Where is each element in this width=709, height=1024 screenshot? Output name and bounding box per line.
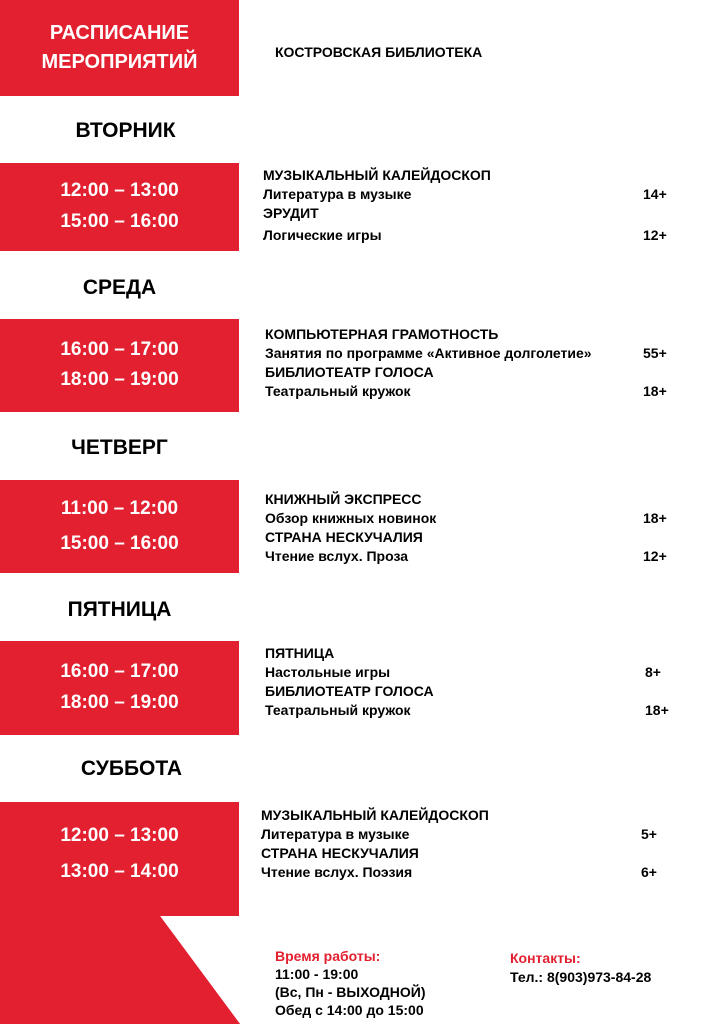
event-row: [263, 185, 667, 204]
contacts-label: Контакты:: [510, 950, 581, 966]
time-slot: 18:00 – 19:00: [60, 369, 179, 390]
events-saturday: [261, 806, 657, 882]
phone-number: Тел.: 8(903)973-84-28: [510, 969, 652, 985]
time-slot: 18:00 – 19:00: [60, 692, 179, 713]
age-rating: 14+: [643, 186, 667, 202]
contacts: [510, 949, 651, 987]
event-desc: Театральный кружок: [265, 383, 411, 399]
event-title: СТРАНА НЕСКУЧАЛИЯ: [265, 529, 423, 545]
event-row: [263, 226, 667, 245]
time-slot: 15:00 – 16:00: [60, 533, 179, 554]
day-heading-thursday: ЧЕТВЕРГ: [71, 436, 168, 459]
event-row: [265, 382, 667, 401]
event-desc: Логические игры: [263, 227, 382, 243]
events-wednesday: [265, 325, 667, 401]
time-slot: 12:00 – 13:00: [60, 180, 179, 201]
event-title: КНИЖНЫЙ ЭКСПРЕСС: [265, 491, 422, 507]
working-hours: [275, 947, 426, 1019]
age-rating: 6+: [641, 864, 657, 880]
time-slot: 15:00 – 16:00: [60, 211, 179, 232]
age-rating: 5+: [641, 826, 657, 842]
event-desc: Чтение вслух. Поэзия: [261, 864, 413, 880]
time-block-saturday: [0, 802, 239, 916]
event-title: МУЗЫКАЛЬНЫЙ КАЛЕЙДОСКОП: [261, 807, 489, 823]
event-desc: Литература в музыке: [263, 186, 412, 202]
event-title: БИБЛИОТЕАТР ГОЛОСА: [265, 683, 434, 699]
events-tuesday: [263, 166, 667, 245]
event-desc: Чтение вслух. Проза: [265, 548, 409, 564]
event-row: [265, 701, 669, 720]
footer-triangle-decoration: [0, 916, 240, 1024]
event-title: СТРАНА НЕСКУЧАЛИЯ: [261, 845, 419, 861]
time-slot: 12:00 – 13:00: [60, 825, 179, 846]
event-row: [265, 547, 667, 566]
time-block-tuesday: [0, 163, 239, 251]
event-desc: Театральный кружок: [265, 702, 411, 718]
time-slot: 13:00 – 14:00: [60, 861, 179, 882]
header-title-line1: РАСПИСАНИЕ: [49, 22, 190, 44]
age-rating: 18+: [645, 702, 669, 718]
event-row: [265, 509, 667, 528]
event-title: БИБЛИОТЕАТР ГОЛОСА: [265, 364, 434, 380]
time-slot: 16:00 – 17:00: [60, 661, 179, 682]
day-heading-tuesday: ВТОРНИК: [75, 119, 176, 142]
event-title: ПЯТНИЦА: [265, 645, 335, 661]
working-hours-time: 11:00 - 19:00: [275, 966, 359, 982]
events-thursday: [265, 490, 667, 566]
time-block-wednesday: [0, 319, 239, 412]
lunch-break: Обед с 14:00 до 15:00: [275, 1002, 424, 1018]
event-row: [261, 863, 657, 882]
age-rating: 12+: [643, 548, 667, 564]
event-desc: Настольные игры: [265, 664, 391, 680]
time-slot: 11:00 – 12:00: [60, 498, 179, 519]
time-block-friday: [0, 641, 239, 735]
library-name: КОСТРОВСКАЯ БИБЛИОТЕКА: [275, 44, 483, 60]
day-heading-wednesday: СРЕДА: [82, 276, 157, 299]
event-row: [265, 663, 661, 682]
event-title: МУЗЫКАЛЬНЫЙ КАЛЕЙДОСКОП: [263, 167, 491, 183]
header-title-line2: МЕРОПРИЯТИЙ: [41, 51, 198, 73]
time-slot: 16:00 – 17:00: [60, 339, 179, 360]
event-desc: Литература в музыке: [261, 826, 410, 842]
day-heading-saturday: СУББОТА: [80, 757, 183, 780]
event-row: [265, 344, 667, 363]
age-rating: 18+: [643, 510, 667, 526]
age-rating: 55+: [643, 345, 667, 361]
days-off: (Вс, Пн - ВЫХОДНОЙ): [275, 984, 426, 1000]
working-hours-label: Время работы:: [275, 948, 381, 964]
age-rating: 12+: [643, 227, 667, 243]
events-friday: [265, 644, 669, 720]
event-row: [261, 825, 657, 844]
header-banner: [0, 0, 239, 96]
day-heading-friday: ПЯТНИЦА: [67, 598, 172, 621]
event-title: КОМПЬЮТЕРНАЯ ГРАМОТНОСТЬ: [265, 326, 499, 342]
time-block-thursday: [0, 480, 239, 573]
event-desc: Обзор книжных новинок: [265, 510, 437, 526]
age-rating: 18+: [643, 383, 667, 399]
event-desc: Занятия по программе «Активное долголетие»: [265, 345, 592, 361]
event-title: ЭРУДИТ: [263, 205, 319, 221]
age-rating: 8+: [645, 664, 661, 680]
